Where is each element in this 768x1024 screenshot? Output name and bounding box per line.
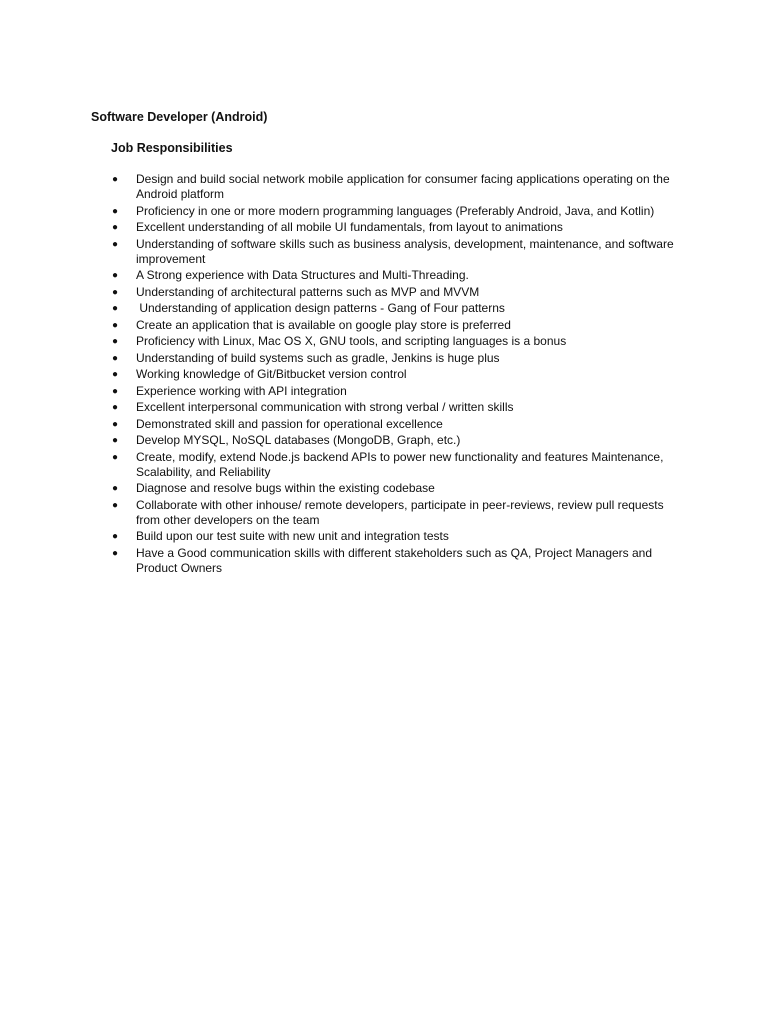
list-item <box>0 433 686 448</box>
bullet-icon: ● <box>112 270 119 281</box>
bullet-icon: ● <box>112 418 119 430</box>
bullet-icon: ● <box>112 402 119 413</box>
list-item-text: Excellent understanding of all mobile UI fundamentals, from layout to animations <box>136 220 563 234</box>
list-item-text: Understanding of application design patterns - Gang of Four patterns <box>136 301 505 315</box>
list-item <box>0 481 686 496</box>
list-item-text: Build upon our test suite with new unit and integration tests <box>136 529 449 543</box>
list-item <box>0 546 686 576</box>
list-item-text: Collaborate with other inhouse/ remote developers, participate in peer-reviews, review pull requests from other developers on the team <box>136 497 667 527</box>
list-item-text: Understanding of architectural patterns such as MVP and MVVM <box>136 284 480 299</box>
bullet-icon: ● <box>112 174 119 185</box>
list-item <box>0 220 686 235</box>
list-item <box>0 498 686 528</box>
list-item <box>0 400 686 415</box>
bullet-icon: ● <box>112 451 119 463</box>
list-item-text: Develop MYSQL, NoSQL databases (MongoDB, Graph, etc.) <box>136 433 461 447</box>
list-item <box>0 268 686 283</box>
bullet-icon: ● <box>112 222 119 233</box>
bullet-icon: ● <box>112 531 119 542</box>
bullet-icon: ● <box>112 499 119 511</box>
list-item-text: Diagnose and resolve bugs within the existing codebase <box>136 481 435 495</box>
list-item-text: Understanding of software skills such as business analysis, development, maintenance, and software improvement <box>136 236 677 266</box>
list-item <box>0 384 686 399</box>
list-item-text: Experience working with API integration <box>136 383 347 398</box>
bullet-icon: ● <box>112 435 119 446</box>
list-item <box>0 237 686 267</box>
section-heading: Job Responsibilities <box>111 141 233 155</box>
list-item-text: Understanding of build systems such as gradle, Jenkins is huge plus <box>136 350 500 365</box>
list-item-text: Create an application that is available on google play store is preferred <box>136 317 511 332</box>
list-item-text: Proficiency with Linux, Mac OS X, GNU tools, and scripting languages is a bonus <box>136 334 567 348</box>
bullet-icon: ● <box>112 238 119 250</box>
list-item-text: Design and build social network mobile application for consumer facing applications operating on the Android platform <box>136 172 673 201</box>
list-item-text: Create, modify, extend Node.js backend APIs to power new functionality and features Maintenance, Scalability, and Reliability <box>136 449 667 479</box>
bullet-icon: ● <box>112 286 119 298</box>
bullet-icon: ● <box>112 385 119 397</box>
list-item-text: Proficiency in one or more modern programming languages (Preferably Android, Java, and Kotlin) <box>136 203 655 218</box>
bullet-icon: ● <box>112 352 119 364</box>
bullet-icon: ● <box>112 483 119 494</box>
list-item-text: Excellent interpersonal communication with strong verbal / written skills <box>136 400 514 414</box>
list-item-text: Working knowledge of Git/Bitbucket version control <box>136 367 407 381</box>
bullet-icon: ● <box>112 547 119 559</box>
bullet-icon: ● <box>112 319 119 331</box>
list-item <box>0 417 686 432</box>
bullet-icon: ● <box>112 369 119 380</box>
list-item <box>0 351 686 366</box>
bullet-icon: ● <box>112 336 119 347</box>
list-item <box>0 334 686 349</box>
list-item <box>0 204 686 219</box>
bullet-icon: ● <box>112 205 119 217</box>
list-item-text: Demonstrated skill and passion for operational excellence <box>136 416 443 431</box>
list-item-text: Have a Good communication skills with different stakeholders such as QA, Project Managers and Product Owners <box>136 545 656 575</box>
bullet-icon: ● <box>112 303 119 314</box>
list-item-text: A Strong experience with Data Structures and Multi-Threading. <box>136 268 469 282</box>
list-item <box>0 529 686 544</box>
responsibilities-list <box>0 172 768 577</box>
list-item <box>0 318 686 333</box>
list-item <box>0 285 686 300</box>
list-item <box>0 301 686 316</box>
list-item <box>0 450 686 480</box>
list-item <box>0 172 686 202</box>
list-item <box>0 367 686 382</box>
document-title: Software Developer (Android) <box>91 110 268 124</box>
